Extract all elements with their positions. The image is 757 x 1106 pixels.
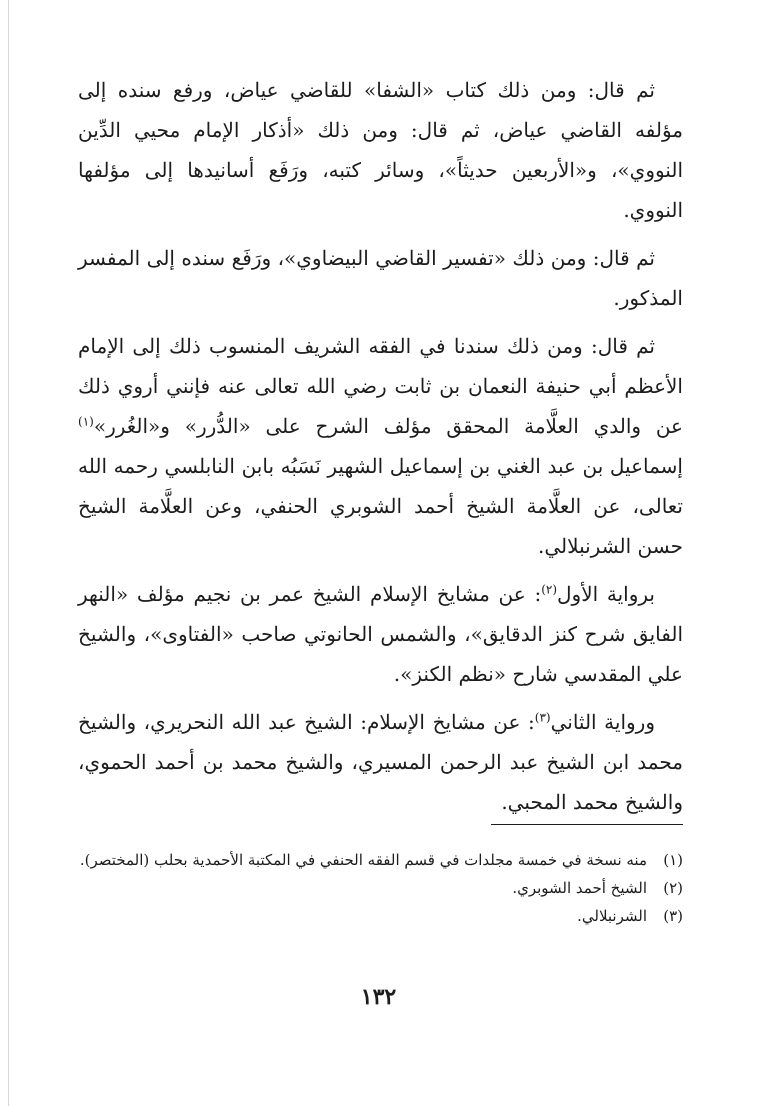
footnote-number: (٢) — [663, 879, 683, 897]
paragraph-second-narration — [78, 702, 683, 822]
footnote-number: (٣) — [663, 907, 683, 925]
second-narration-start: وروایة الثاني — [550, 710, 655, 734]
first-narration-end: : عن مشايخ الإسلام الشيخ عمر بن نجيم مؤلف «النهر الفايق شرح كنز الدقايق»، والشمس الحانوتي صاحب «الفتاوى»، والشيخ علي المقدسي شارح «نظم الكنز». — [78, 582, 683, 686]
footnote-3 — [78, 902, 683, 930]
paragraph-fiqh-start: ثم قال: ومن ذلك سندنا في الفقه الشريف المنسوب ذلك إلى الإمام الأعظم أبي حنيفة النعمان بن ثابت رضي الله تعالى عنه فإنني أروي ذلك عن والدي العلَّامة المحقق مؤلف الشرح على «الدُّرر» و«الغُرر» — [78, 334, 683, 438]
paragraph-first-narration — [78, 574, 683, 694]
main-text — [78, 70, 683, 830]
footnote-2 — [78, 874, 683, 902]
footnote-number: (١) — [663, 851, 683, 869]
footnote-separator — [491, 824, 683, 825]
paragraph-shifa: ثم قال: ومن ذلك كتاب «الشفا» للقاضي عياض، ورفع سنده إلى مؤلفه القاضي عياض، ثم قال: ومن ذلك «أذكار الإمام محيي الدِّين النووي»، و«الأربعين حديثاً»، وسائر كتبه، ورَفَع أسانيدها إلى مؤلفها النووي. — [78, 78, 683, 222]
paragraph-fiqh — [78, 326, 683, 566]
second-narration-end: : عن مشايخ الإسلام: الشيخ عبد الله النحريري، والشيخ محمد ابن الشيخ عبد الرحمن المسيري، والشيخ محمد بن أحمد الحموي، والشيخ محمد المحبي. — [78, 710, 683, 814]
page-number: ١٣٢ — [360, 984, 397, 1010]
footnote-text: الشيخ أحمد الشوبري. — [512, 879, 647, 897]
footnotes — [78, 846, 683, 930]
page-edge-line — [8, 0, 9, 1106]
footnote-1 — [78, 846, 683, 874]
paragraph-baydawi: ثم قال: ومن ذلك «تفسير القاضي البيضاوي»، ورَفَع سنده إلى المفسر المذكور. — [78, 246, 683, 310]
paragraph-fiqh-end: إسماعيل بن عبد الغني بن إسماعيل الشهير نَسَبُه بابن النابلسي رحمه الله تعالى، عن العلَّامة الشيخ أحمد الشوبري الحنفي، وعن العلَّامة الشيخ حسن الشرنبلالي. — [78, 454, 683, 558]
note-ref-1: (١) — [78, 414, 94, 429]
note-ref-2: (٢) — [541, 582, 558, 597]
footnote-text: الشرنبلالي. — [577, 907, 647, 925]
footnote-text: منه نسخة في خمسة مجلدات في قسم الفقه الحنفي في المكتبة الأحمدية بحلب (المختصر). — [79, 851, 647, 869]
first-narration-start: بروایة الأول — [557, 582, 655, 606]
note-ref-3: (٣) — [534, 710, 551, 725]
